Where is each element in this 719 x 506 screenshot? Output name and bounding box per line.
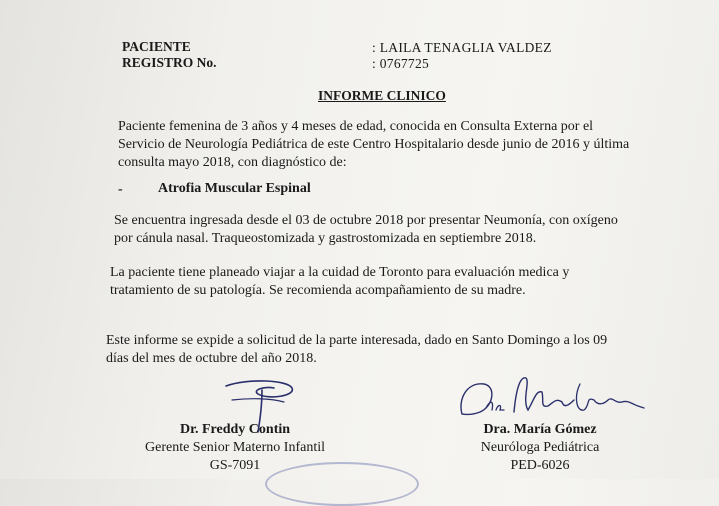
registry-label: REGISTRO No.: [122, 55, 217, 70]
closing-line-2: días del mes de octubre del año 2018.: [106, 351, 317, 366]
diagnosis-bullet: -: [118, 182, 123, 197]
admission-line-1: Se encuentra ingresada desde el 03 de octubre 2018 por presentar Neumonía, con oxígeno: [114, 213, 618, 228]
travel-line-1: La paciente tiene planeado viajar a la cuidad de Toronto para evaluación medica y: [110, 265, 570, 280]
signer-right-position: Neuróloga Pediátrica: [480, 440, 600, 455]
admission-paragraph: [114, 212, 618, 248]
closing-paragraph: [106, 332, 607, 368]
intro-paragraph: [118, 118, 629, 172]
intro-line-3: consulta mayo 2018, con diagnóstico de:: [118, 155, 347, 170]
intro-line-1: Paciente femenina de 3 años y 4 meses de edad, conocida en Consulta Externa por el: [118, 119, 594, 134]
closing-line-1: Este informe se expide a solicitud de la parte interesada, dado en Santo Domingo a los 09: [106, 333, 608, 348]
signer-left-name: Dr. Freddy Contin: [179, 422, 291, 437]
travel-line-2: tratamiento de su patología. Se recomienda acompañamiento de su madre.: [110, 283, 526, 298]
signer-right-name: Dra. María Gómez: [483, 422, 597, 437]
diagnosis-text: Atrofia Muscular Espinal: [158, 181, 311, 196]
signer-left-code: GS-7091: [209, 458, 261, 473]
travel-paragraph: [110, 264, 569, 300]
admission-line-2: por cánula nasal. Traqueostomizada y gastrostomizada en septiembre 2018.: [114, 231, 537, 246]
signature-right-image: [456, 370, 656, 430]
patient-label: PACIENTE: [122, 39, 191, 54]
signature-block-right: [440, 422, 640, 474]
stamp-seal: [265, 462, 419, 506]
patient-name-value: : LAILA TENAGLIA VALDEZ: [372, 40, 552, 55]
registry-number-value: : 0767725: [372, 56, 430, 71]
signer-left-position: Gerente Senior Materno Infantil: [145, 440, 325, 455]
report-title: INFORME CLINICO: [318, 88, 446, 103]
intro-line-2: Servicio de Neurología Pediátrica de este Centro Hospitalario desde junio de 2016 y última: [118, 137, 630, 152]
signer-right-code: PED-6026: [510, 458, 570, 473]
